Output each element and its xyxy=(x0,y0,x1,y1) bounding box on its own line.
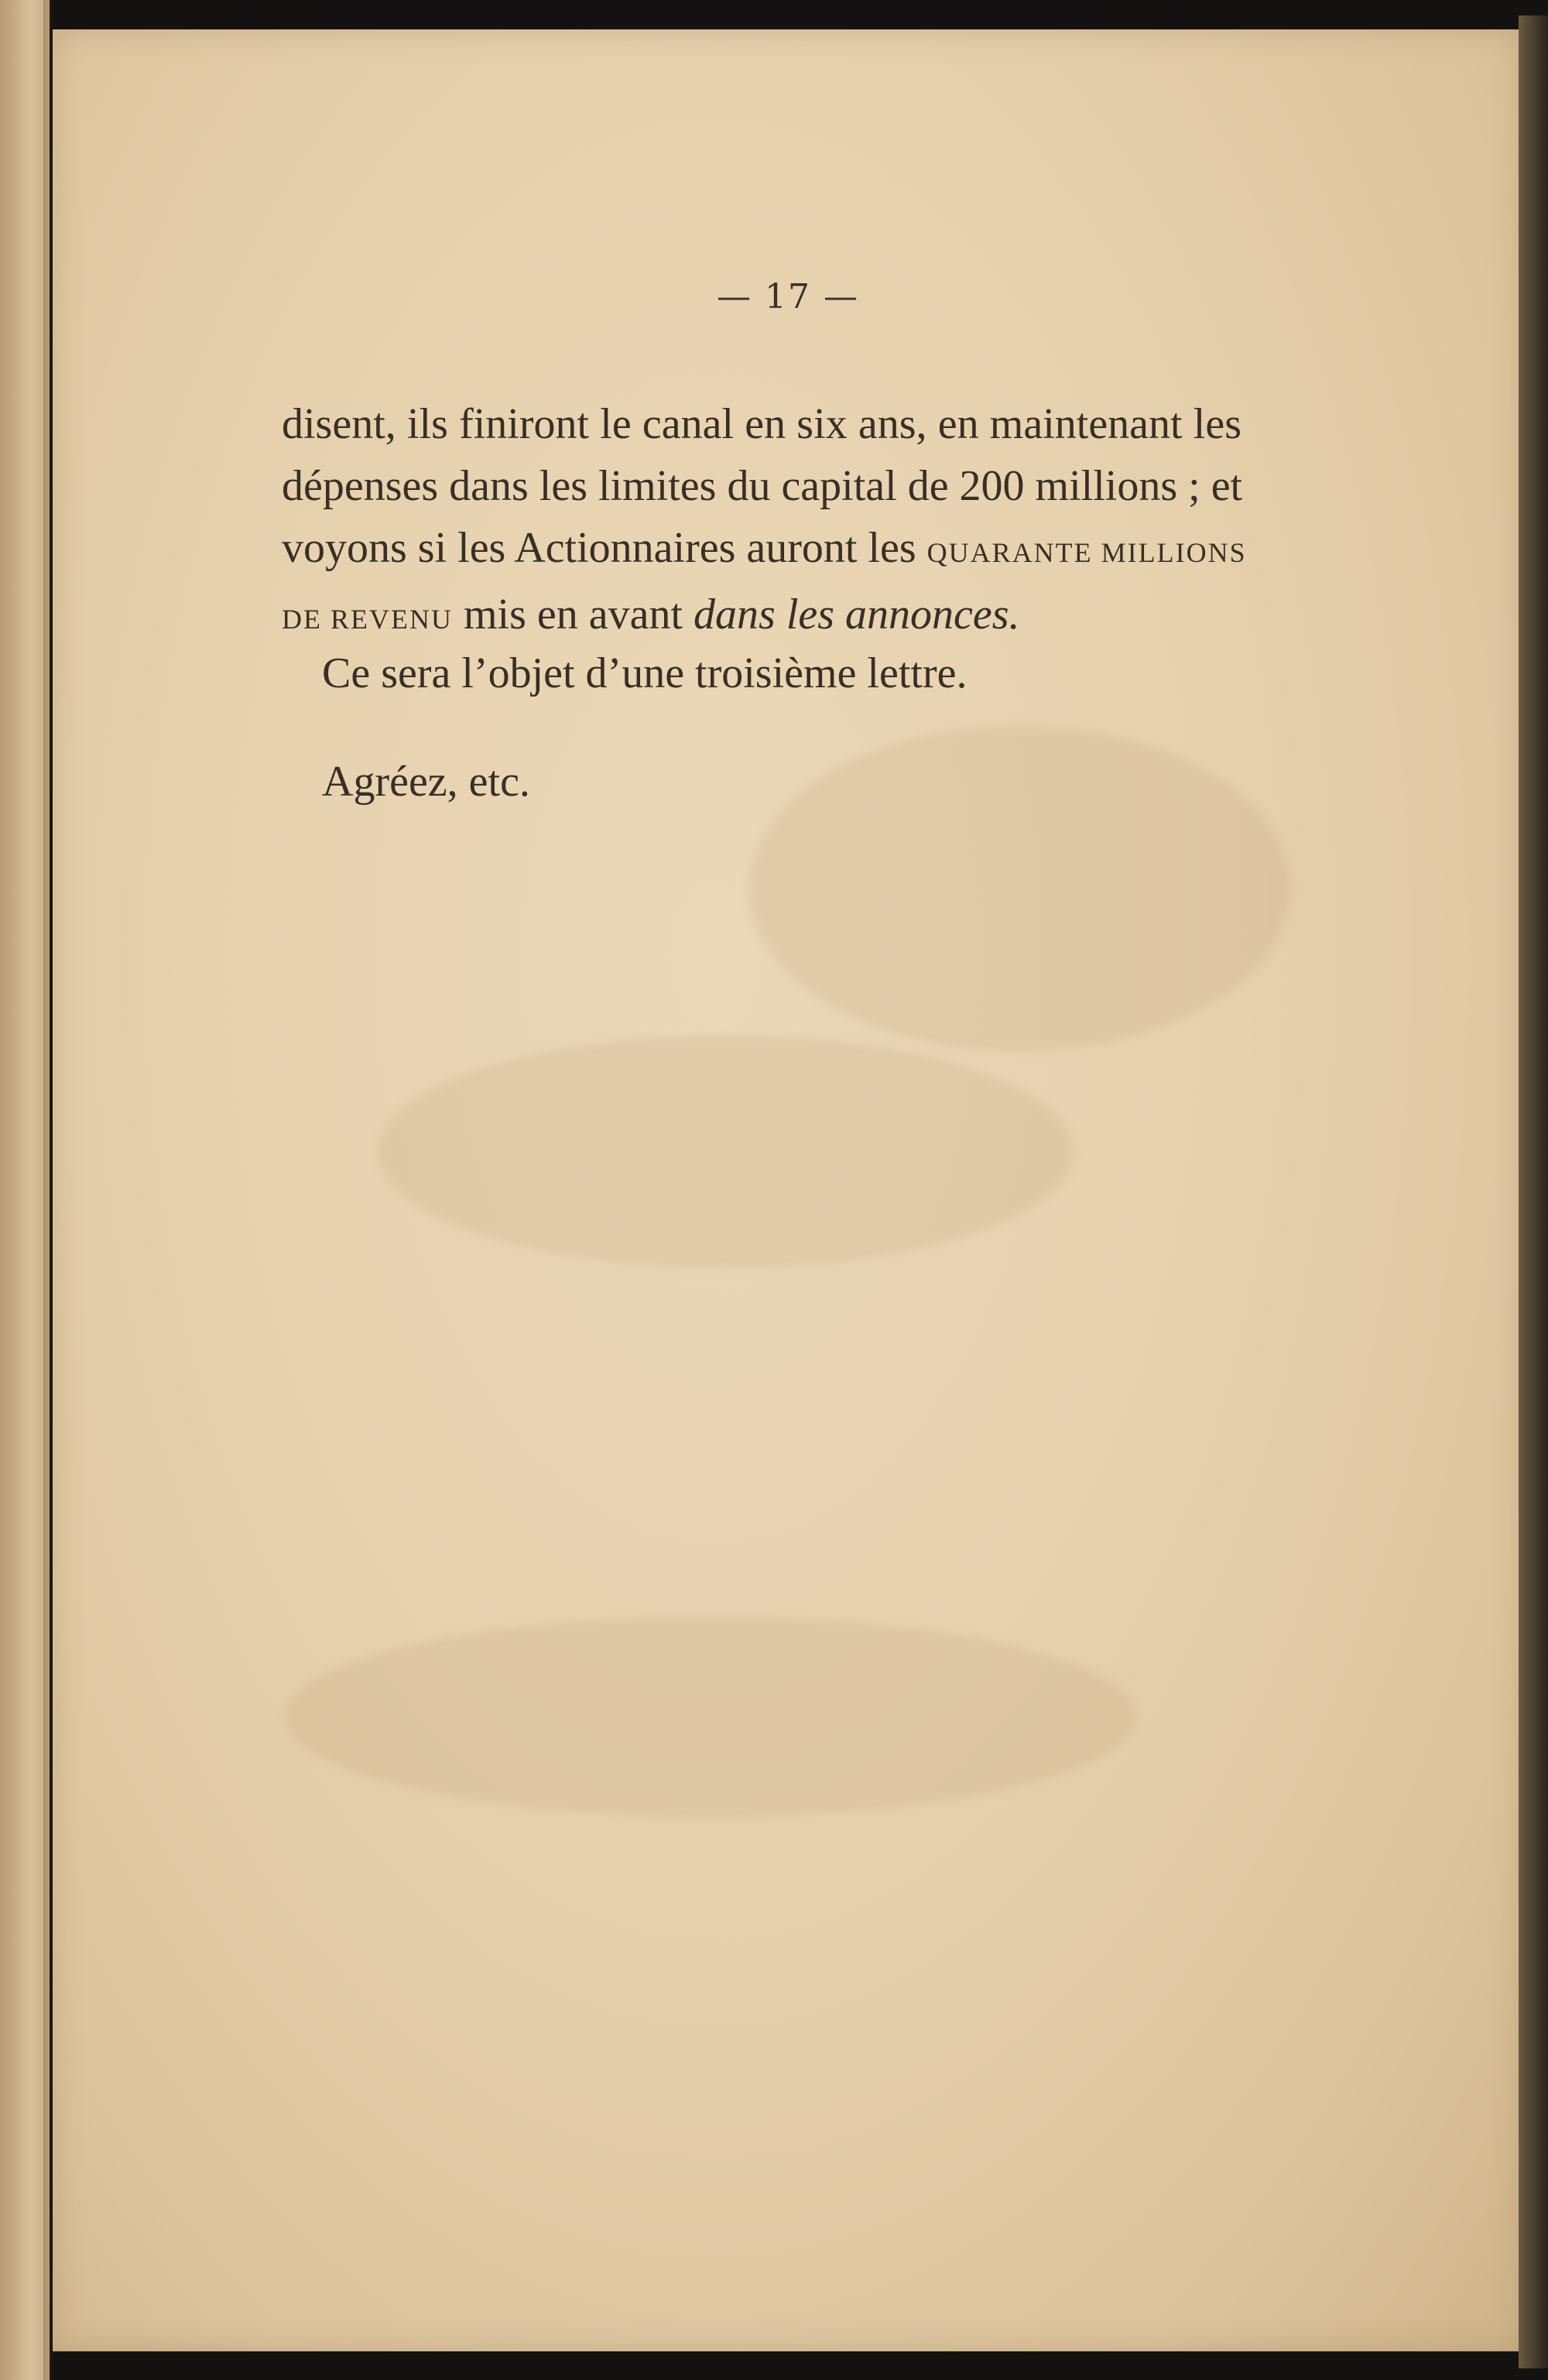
paper-stain xyxy=(285,1616,1136,1817)
small-caps-text: QUARANTE MILLIONS xyxy=(926,537,1247,568)
left-page-edge xyxy=(0,0,50,2380)
italic-text: dans les annonces. xyxy=(694,591,1020,639)
small-caps-text: DE REVENU xyxy=(282,604,453,635)
paragraph-next-letter: Ce sera l’objet d’une troisième lettre. xyxy=(322,649,968,697)
page-right-edge xyxy=(1519,15,1548,2368)
text-line xyxy=(282,517,1247,584)
text-line xyxy=(282,584,1241,650)
closing-salutation: Agréez, etc. xyxy=(322,758,530,806)
book-page xyxy=(53,29,1523,2351)
text-run: voyons si les Actionnaires auront les xyxy=(282,524,916,572)
paper-stain xyxy=(378,1036,1074,1268)
paper-stain xyxy=(749,726,1291,1051)
text-line: disent, ils finiront le canal en six ans, en maintenant les xyxy=(282,400,1241,448)
text-run: mis en avant xyxy=(452,591,694,639)
text-line: dépenses dans les limites du capital de 200 millions ; et xyxy=(282,462,1243,510)
page-number: — 17 — xyxy=(717,277,859,317)
paragraph-main xyxy=(282,393,1247,650)
